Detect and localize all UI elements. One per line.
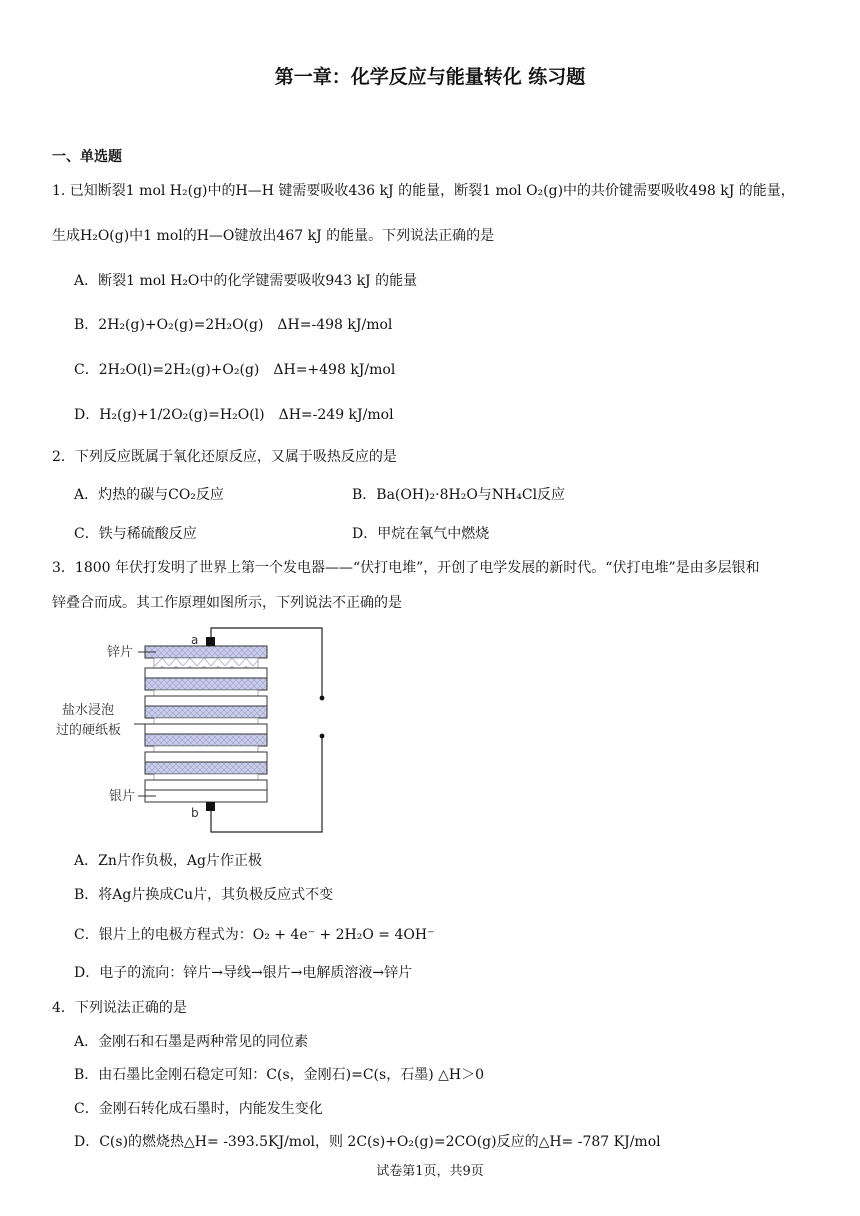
label-board-line2: 过的硬纸板 [56,723,122,738]
switch-contact-bottom [320,734,325,739]
q1-option-b: B．2H₂(g)+O₂(g)=2H₂O(g) ΔH=-498 kJ/mol [74,317,393,333]
pile-stack [145,646,267,802]
q4-option-b: B．由石墨比金刚石稳定可知：C(s，金刚石)=C(s，石墨) △H＞0 [74,1067,484,1083]
q3-option-c: C．银片上的电极方程式为：O₂ + 4e⁻ + 2H₂O = 4OH⁻ [74,927,435,943]
section-heading: 一、单选题 [52,149,122,165]
q3-option-a: A．Zn片作负极，Ag片作正极 [74,853,262,869]
voltaic-pile-figure [50,626,340,838]
switch-contact-top [320,696,325,701]
q3-option-d: D．电子的流向：锌片→导线→银片→电解质溶液→锌片 [74,965,413,981]
page-footer: 试卷第1页，共9页 [376,1164,484,1179]
q3-stem-line2: 锌叠合而成。其工作原理如图所示，下列说法不正确的是 [52,595,402,611]
q4-option-a: A．金刚石和石墨是两种常见的同位素 [74,1034,309,1050]
q2-option-a: A．灼热的碳与CO₂反应 [74,487,224,503]
label-board-line1: 盐水浸泡 [62,703,115,718]
label-a: a [191,633,199,647]
q1-stem-line1: 1. 已知断裂1 mol H₂(g)中的H—H 键需要吸收436 kJ 的能量，断裂1 mol O₂(g)中的共价键需要吸收498 kJ 的能量， [52,183,795,199]
q2-stem: 2．下列反应既属于氧化还原反应，又属于吸热反应的是 [52,449,397,465]
q2-option-b: B．Ba(OH)₂·8H₂O与NH₄Cl反应 [352,487,566,503]
terminal-a [206,637,215,646]
label-silver: 银片 [109,789,136,804]
q4-option-c: C．金刚石转化成石墨时，内能发生变化 [74,1101,323,1117]
q1-stem-line2: 生成H₂O(g)中1 mol的H—O键放出467 kJ 的能量。下列说法正确的是 [52,228,495,244]
page-title: 第一章：化学反应与能量转化 练习题 [274,66,586,88]
q1-option-a: A．断裂1 mol H₂O中的化学键需要吸收943 kJ 的能量 [74,273,418,289]
q2-option-d: D．甲烷在氧气中燃烧 [352,526,490,542]
q3-stem-line1: 3．1800 年伏打发明了世界上第一个发电器——“伏打电堆”，开创了电学发展的新时代。“伏打电堆”是由多层银和 [52,560,760,576]
q3-option-b: B．将Ag片换成Cu片，其负极反应式不变 [74,887,334,903]
label-zinc: 锌片 [107,645,134,660]
q4-stem: 4．下列说法正确的是 [52,1000,187,1016]
label-b: b [191,806,199,820]
terminal-b [206,802,215,811]
q1-option-c: C．2H₂O(l)=2H₂(g)+O₂(g) ΔH=+498 kJ/mol [74,362,396,378]
q4-option-d: D．C(s)的燃烧热△H= -393.5KJ/mol，则 2C(s)+O₂(g)=2CO(g)反应的△H= -787 KJ/mol [74,1134,661,1150]
q1-option-d: D．H₂(g)+1/2O₂(g)=H₂O(l) ΔH=-249 kJ/mol [74,407,394,423]
q2-option-c: C．铁与稀硫酸反应 [74,526,197,542]
